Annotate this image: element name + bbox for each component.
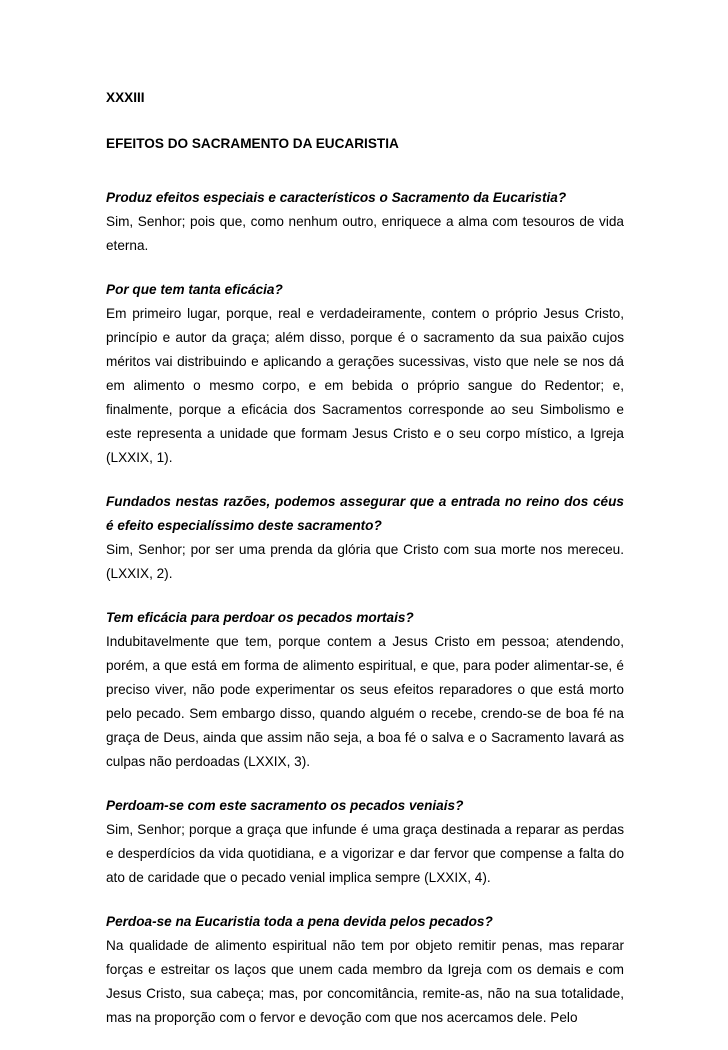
qa-section bbox=[106, 490, 624, 586]
question: Produz efeitos especiais e característicos o Sacramento da Eucaristia? bbox=[106, 190, 567, 205]
question: Perdoa-se na Eucaristia toda a pena devida pelos pecados? bbox=[106, 914, 493, 929]
qa-content bbox=[106, 186, 624, 1050]
answer: Sim, Senhor; porque a graça que infunde é uma graça destinada a reparar as perdas e desperdícios da vida quotidiana, e a vigorizar e dar fervor que compense a falta do ato de caridade que o pecado venial implica sempre (LXXIX, 4). bbox=[106, 822, 624, 885]
qa-section bbox=[106, 278, 624, 470]
answer: Na qualidade de alimento espiritual não tem por objeto remitir penas, mas reparar forças e estreitar os laços que unem cada membro da Igreja com os demais e com Jesus Cristo, sua cabeça; mas, por concomitância, remite-as, não na sua totalidade, mas na proporção com o fervor e devoção com que nos acercamos dele. Pelo bbox=[106, 938, 624, 1025]
question: Tem eficácia para perdoar os pecados mortais? bbox=[106, 610, 414, 625]
question: Fundados nestas razões, podemos assegurar que a entrada no reino dos céus é efeito especialíssimo deste sacramento? bbox=[106, 494, 624, 533]
qa-section bbox=[106, 794, 624, 890]
qa-section bbox=[106, 186, 624, 258]
answer: Indubitavelmente que tem, porque contem a Jesus Cristo em pessoa; atendendo, porém, a que está em forma de alimento espiritual, e que, para poder alimentar-se, é preciso viver, não pode experimentar os seus efeitos reparadores o que está morto pelo pecado. Sem embargo disso, quando alguém o recebe, crendo-se de boa fé na graça de Deus, ainda que assim não seja, a boa fé o salva e o Sacramento lavará as culpas não perdoadas (LXXIX, 3). bbox=[106, 634, 624, 769]
question: Perdoam-se com este sacramento os pecados veniais? bbox=[106, 798, 464, 813]
answer: Sim, Senhor; pois que, como nenhum outro, enriquece a alma com tesouros de vida eterna. bbox=[106, 214, 624, 253]
question: Por que tem tanta eficácia? bbox=[106, 282, 283, 297]
chapter-title: EFEITOS DO SACRAMENTO DA EUCARISTIA bbox=[106, 136, 399, 151]
chapter-number: XXXIII bbox=[106, 90, 145, 105]
qa-section bbox=[106, 910, 624, 1030]
answer: Em primeiro lugar, porque, real e verdadeiramente, contem o próprio Jesus Cristo, princípio e autor da graça; além disso, porque é o sacramento da sua paixão cujos méritos vai distribuindo e aplicando a gerações sucessivas, visto que nele se nos dá em alimento o mesmo corpo, e em bebida o próprio sangue do Redentor; e, finalmente, porque a eficácia dos Sacramentos corresponde ao seu Simbolismo e este representa a unidade que formam Jesus Cristo e o seu corpo místico, a Igreja (LXXIX, 1). bbox=[106, 306, 624, 465]
qa-section bbox=[106, 606, 624, 774]
answer: Sim, Senhor; por ser uma prenda da glória que Cristo com sua morte nos mereceu. (LXXIX, 2). bbox=[106, 542, 624, 581]
